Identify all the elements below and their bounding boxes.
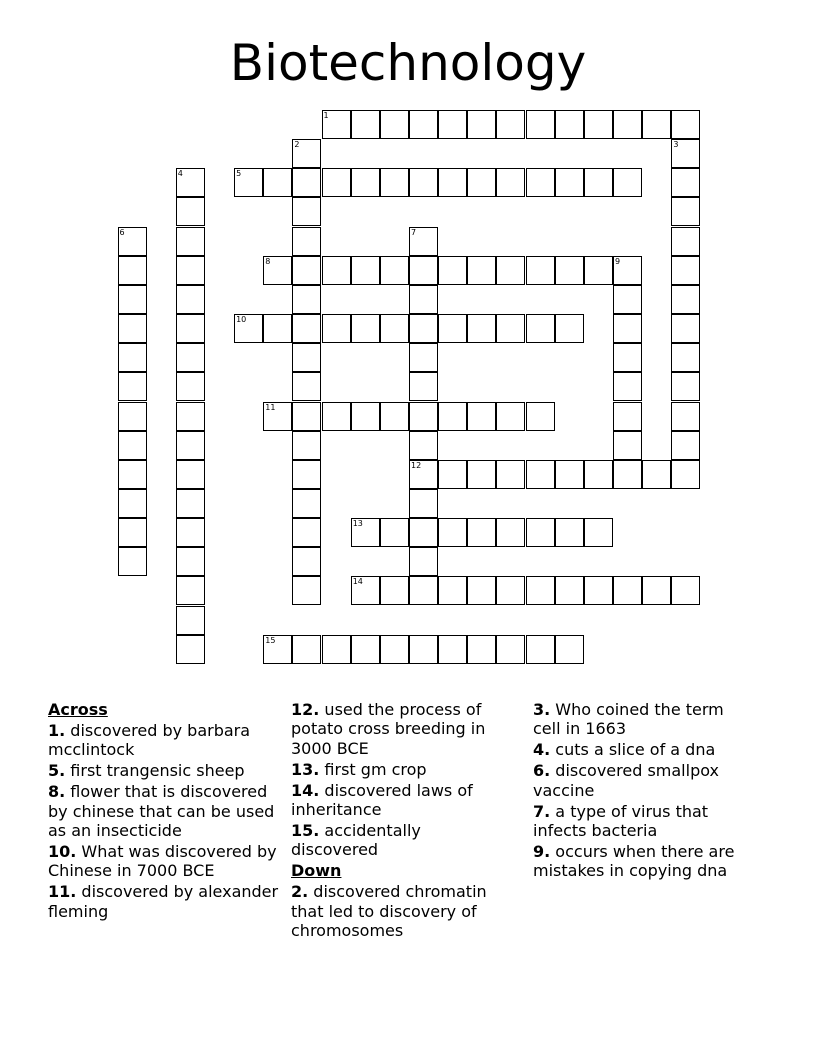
grid-cell[interactable] (671, 227, 700, 256)
grid-cell[interactable] (118, 431, 147, 460)
grid-cell[interactable] (322, 168, 351, 197)
grid-cell[interactable] (409, 372, 438, 401)
grid-cell[interactable] (613, 576, 642, 605)
grid-cell[interactable] (526, 402, 555, 431)
clue-label: 11. (48, 882, 77, 902)
grid-cell[interactable] (613, 431, 642, 460)
grid-cell[interactable] (584, 518, 613, 547)
down-clue (533, 761, 748, 800)
grid-cell[interactable] (292, 139, 321, 168)
grid-cell[interactable] (496, 460, 525, 489)
clue-label: 13. (291, 759, 320, 779)
grid-cell[interactable] (118, 314, 147, 343)
grid-cell[interactable] (671, 431, 700, 460)
clue-text: discovered smallpox vaccine (533, 761, 719, 800)
grid-cell[interactable] (351, 635, 380, 664)
clue-label: 9. (533, 841, 551, 861)
grid-cell[interactable] (584, 576, 613, 605)
grid-cell[interactable] (176, 227, 205, 256)
grid-cell[interactable] (118, 518, 147, 547)
grid-cell[interactable] (671, 197, 700, 226)
grid-cell[interactable] (263, 635, 292, 664)
grid-cell[interactable] (118, 227, 147, 256)
grid-cell[interactable] (496, 256, 525, 285)
grid-cell[interactable] (292, 285, 321, 314)
grid-cell[interactable] (409, 402, 438, 431)
grid-cell[interactable] (671, 168, 700, 197)
grid-cell[interactable] (263, 168, 292, 197)
grid-cell[interactable] (526, 110, 555, 139)
grid-cell[interactable] (380, 110, 409, 139)
grid-cell[interactable] (555, 168, 584, 197)
clue-text: Who coined the term cell in 1663 (533, 700, 724, 739)
grid-cell[interactable] (380, 402, 409, 431)
grid-cell[interactable] (584, 168, 613, 197)
grid-cell[interactable] (118, 343, 147, 372)
grid-cell[interactable] (380, 314, 409, 343)
grid-cell[interactable] (322, 635, 351, 664)
grid-cell[interactable] (292, 168, 321, 197)
grid-cell[interactable] (496, 635, 525, 664)
clue-number: 12 (411, 460, 422, 470)
grid-cell[interactable] (438, 168, 467, 197)
clue-text: occurs when there are mistakes in copying dna (533, 841, 735, 881)
grid-cell[interactable] (292, 576, 321, 605)
grid-cell[interactable] (496, 168, 525, 197)
grid-cell[interactable] (526, 635, 555, 664)
grid-cell[interactable] (351, 518, 380, 547)
clue-text: discovered chromatin that led to discovery of chromosomes (291, 882, 487, 940)
down-clue (533, 740, 748, 759)
clues-column-3 (533, 700, 748, 882)
clue-text: first gm crop (319, 759, 427, 779)
across-clue (48, 782, 284, 840)
grid-cell[interactable] (438, 518, 467, 547)
grid-cell[interactable] (234, 314, 263, 343)
clue-number: 10 (236, 315, 247, 324)
grid-cell[interactable] (584, 256, 613, 285)
down-clue (533, 842, 748, 881)
clue-number: 13 (352, 519, 363, 529)
puzzle-title: Biotechnology (229, 34, 587, 92)
grid-cell[interactable] (176, 168, 205, 197)
across-clue (291, 760, 511, 779)
grid-cell[interactable] (555, 460, 584, 489)
clue-text: first trangensic sheep (65, 761, 245, 781)
grid-cell[interactable] (380, 576, 409, 605)
grid-cell[interactable] (118, 402, 147, 431)
grid-cell[interactable] (380, 168, 409, 197)
grid-cell[interactable] (671, 110, 700, 139)
grid-cell[interactable] (409, 489, 438, 518)
grid-cell[interactable] (613, 343, 642, 372)
grid-cell[interactable] (555, 314, 584, 343)
grid-cell[interactable] (118, 372, 147, 401)
grid-cell[interactable] (526, 168, 555, 197)
grid-cell[interactable] (263, 256, 292, 285)
grid-cell[interactable] (176, 256, 205, 285)
grid-cell[interactable] (467, 518, 496, 547)
grid-cell[interactable] (322, 110, 351, 139)
grid-cell[interactable] (496, 576, 525, 605)
grid-cell[interactable] (526, 460, 555, 489)
grid-cell[interactable] (496, 518, 525, 547)
grid-cell[interactable] (584, 110, 613, 139)
grid-cell[interactable] (409, 460, 438, 489)
grid-cell[interactable] (118, 489, 147, 518)
grid-cell[interactable] (555, 576, 584, 605)
grid-cell[interactable] (613, 402, 642, 431)
grid-cell[interactable] (176, 547, 205, 576)
clue-label: 6. (533, 761, 551, 781)
grid-cell[interactable] (409, 547, 438, 576)
grid-cell[interactable] (292, 314, 321, 343)
grid-cell[interactable] (351, 256, 380, 285)
across-clue (291, 821, 511, 860)
grid-cell[interactable] (496, 314, 525, 343)
clue-text: What was discovered by Chinese in 7000 BCE (48, 841, 277, 881)
across-clue (48, 721, 284, 760)
grid-cell[interactable] (176, 460, 205, 489)
grid-cell[interactable] (555, 256, 584, 285)
grid-cell[interactable] (671, 343, 700, 372)
grid-cell[interactable] (555, 110, 584, 139)
grid-cell[interactable] (176, 343, 205, 372)
clue-label: 2. (291, 882, 309, 902)
clue-number: 8 (265, 256, 271, 266)
grid-cell[interactable] (409, 227, 438, 256)
clue-number: 7 (411, 227, 417, 237)
clue-label: 5. (48, 761, 66, 781)
grid-cell[interactable] (351, 314, 380, 343)
grid-cell[interactable] (409, 431, 438, 460)
clue-number: 9 (615, 256, 621, 266)
clue-number: 2 (294, 140, 300, 150)
clue-number: 5 (236, 169, 242, 179)
grid-cell[interactable] (496, 402, 525, 431)
down-heading: Down (291, 861, 342, 881)
grid-cell[interactable] (322, 256, 351, 285)
grid-cell[interactable] (176, 285, 205, 314)
grid-cell[interactable] (409, 314, 438, 343)
grid-cell[interactable] (438, 635, 467, 664)
grid-cell[interactable] (176, 431, 205, 460)
clue-label: 3. (533, 700, 551, 719)
grid-cell[interactable] (642, 460, 671, 489)
grid-cell[interactable] (292, 227, 321, 256)
grid-cell[interactable] (671, 314, 700, 343)
clues-column-1 (48, 700, 284, 922)
grid-cell[interactable] (438, 256, 467, 285)
grid-cell[interactable] (351, 168, 380, 197)
clue-text: discovered by alexander fleming (48, 882, 279, 921)
grid-cell[interactable] (438, 110, 467, 139)
clue-text: cuts a slice of a dna (550, 740, 716, 760)
grid-cell[interactable] (409, 168, 438, 197)
grid-cell[interactable] (555, 518, 584, 547)
clue-text: flower that is discovered by chinese that can be used as an insecticide (48, 782, 275, 840)
grid-cell[interactable] (526, 256, 555, 285)
grid-cell[interactable] (409, 285, 438, 314)
grid-cell[interactable] (292, 343, 321, 372)
clue-text: discovered by barbara mcclintock (48, 720, 251, 760)
grid-cell[interactable] (526, 576, 555, 605)
grid-cell[interactable] (438, 402, 467, 431)
grid-cell[interactable] (176, 402, 205, 431)
grid-cell[interactable] (671, 576, 700, 605)
grid-cell[interactable] (438, 314, 467, 343)
grid-cell[interactable] (351, 110, 380, 139)
grid-cell[interactable] (263, 314, 292, 343)
clue-text: discovered laws of inheritance (291, 780, 473, 820)
grid-cell[interactable] (292, 635, 321, 664)
clue-number: 3 (673, 140, 679, 150)
grid-cell[interactable] (380, 635, 409, 664)
grid-cell[interactable] (467, 314, 496, 343)
down-clue (533, 700, 748, 739)
grid-cell[interactable] (234, 168, 263, 197)
clue-number: 14 (352, 577, 363, 587)
grid-cell[interactable] (263, 402, 292, 431)
grid-cell[interactable] (642, 576, 671, 605)
clue-number: 6 (119, 227, 125, 237)
across-clue (291, 781, 511, 820)
grid-cell[interactable] (613, 256, 642, 285)
grid-cell[interactable] (380, 518, 409, 547)
grid-cell[interactable] (555, 635, 584, 664)
across-heading: Across (48, 700, 108, 719)
grid-cell[interactable] (467, 635, 496, 664)
grid-cell[interactable] (118, 460, 147, 489)
grid-cell[interactable] (613, 285, 642, 314)
grid-cell[interactable] (671, 460, 700, 489)
clue-label: 8. (48, 782, 66, 802)
grid-cell[interactable] (351, 576, 380, 605)
grid-cell[interactable] (467, 576, 496, 605)
grid-cell[interactable] (176, 197, 205, 226)
grid-cell[interactable] (409, 256, 438, 285)
grid-cell[interactable] (118, 285, 147, 314)
down-clue (291, 882, 511, 940)
grid-cell[interactable] (613, 110, 642, 139)
grid-cell[interactable] (613, 372, 642, 401)
grid-cell[interactable] (118, 547, 147, 576)
clue-text: accidentally discovered (291, 820, 421, 860)
grid-cell[interactable] (613, 314, 642, 343)
grid-cell[interactable] (176, 489, 205, 518)
grid-cell[interactable] (613, 460, 642, 489)
clue-number: 1 (323, 111, 329, 120)
grid-cell[interactable] (613, 168, 642, 197)
clue-label: 10. (48, 841, 77, 861)
grid-cell[interactable] (176, 518, 205, 547)
grid-cell[interactable] (322, 314, 351, 343)
grid-cell[interactable] (292, 460, 321, 489)
grid-cell[interactable] (671, 256, 700, 285)
grid-cell[interactable] (409, 518, 438, 547)
grid-cell[interactable] (438, 576, 467, 605)
grid-cell[interactable] (409, 576, 438, 605)
grid-cell[interactable] (292, 547, 321, 576)
grid-cell[interactable] (409, 635, 438, 664)
grid-cell[interactable] (409, 110, 438, 139)
grid-cell[interactable] (671, 402, 700, 431)
clue-label: 4. (533, 740, 551, 760)
grid-cell[interactable] (671, 372, 700, 401)
grid-cell[interactable] (467, 460, 496, 489)
grid-cell[interactable] (380, 256, 409, 285)
grid-cell[interactable] (351, 402, 380, 431)
grid-cell[interactable] (671, 285, 700, 314)
grid-cell[interactable] (176, 576, 205, 605)
grid-cell[interactable] (176, 635, 205, 664)
grid-cell[interactable] (322, 402, 351, 431)
clue-text: used the process of potato cross breeding in 3000 BCE (291, 700, 486, 758)
clue-number: 15 (265, 635, 276, 645)
across-clue (48, 882, 284, 921)
grid-cell[interactable] (496, 110, 525, 139)
grid-cell[interactable] (292, 372, 321, 401)
clue-label: 15. (291, 820, 320, 840)
grid-cell[interactable] (292, 256, 321, 285)
grid-cell[interactable] (292, 431, 321, 460)
grid-cell[interactable] (292, 197, 321, 226)
grid-cell[interactable] (438, 460, 467, 489)
clue-text: a type of virus that infects bacteria (533, 801, 709, 840)
grid-cell[interactable] (467, 168, 496, 197)
grid-cell[interactable] (176, 314, 205, 343)
across-clue (48, 842, 284, 881)
clue-number: 11 (265, 402, 276, 412)
grid-cell[interactable] (176, 606, 205, 635)
across-clue (291, 700, 511, 758)
grid-cell[interactable] (467, 256, 496, 285)
grid-cell[interactable] (671, 139, 700, 168)
clue-label: 1. (48, 720, 66, 740)
grid-cell[interactable] (118, 256, 147, 285)
grid-cell[interactable] (467, 402, 496, 431)
grid-cell[interactable] (409, 343, 438, 372)
grid-cell[interactable] (292, 402, 321, 431)
clue-label: 12. (291, 700, 320, 719)
across-clue (48, 761, 284, 780)
grid-cell[interactable] (526, 518, 555, 547)
grid-cell[interactable] (467, 110, 496, 139)
grid-cell[interactable] (292, 518, 321, 547)
grid-cell[interactable] (176, 372, 205, 401)
grid-cell[interactable] (584, 460, 613, 489)
grid-cell[interactable] (642, 110, 671, 139)
clue-label: 14. (291, 780, 320, 800)
clues-column-2 (291, 700, 511, 942)
clue-label: 7. (533, 801, 551, 821)
clue-number: 4 (177, 169, 183, 179)
grid-cell[interactable] (292, 489, 321, 518)
grid-cell[interactable] (526, 314, 555, 343)
down-clue (533, 802, 748, 841)
